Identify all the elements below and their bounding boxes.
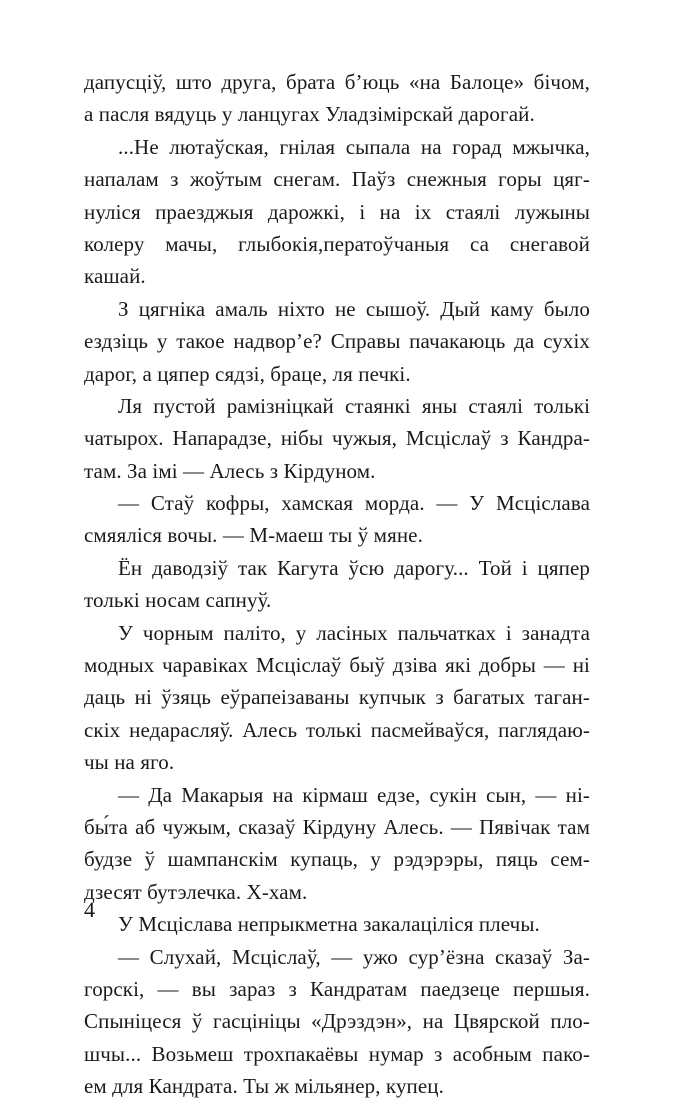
text-line: З цягніка амаль ніхто не сышоў. Дый каму было xyxy=(118,296,590,321)
page-body xyxy=(84,66,590,1103)
text-line: колеру мачы, глыбокія,ператоўчаныя са снегавой xyxy=(84,231,590,256)
text-line: чы на яго. xyxy=(84,750,175,775)
text-line: Спыніцеся ў гасцініцы «Дрэздэн», на Цвярской пло- xyxy=(84,1009,590,1034)
text-line: модных чаравіках Мсціслаў быў дзіва які добры — ні xyxy=(84,653,590,678)
text-line: будзе ў шампанскім купаць, у рэдэрэры, пяць сем- xyxy=(84,847,590,872)
text-line: Ён даводзіў так Кагута ўсю дарогу... Той і цяпер xyxy=(118,555,590,580)
text-line: даць ні ўзяць еўрапеізаваны купчык з багатых таган- xyxy=(84,685,590,710)
text-line: горскі, — вы зараз з Кандратам паедзеце першыя. xyxy=(84,976,590,1001)
text-line: У чорным паліто, у ласіных пальчатках і занадта xyxy=(118,620,590,645)
text-line: дарог, а цяпер сядзі, браце, ля печкі. xyxy=(84,361,411,386)
text-line: а пасля вядуць у ланцугах Уладзімірскай дарогай. xyxy=(84,102,535,127)
text-line: дзесят бутэлечка. Х-хам. xyxy=(84,879,308,904)
text-line: Ля пустой рамізніцкай стаянкі яны стаялі толькі xyxy=(118,393,590,418)
text-line: ездзіць у такое надвор’е? Справы пачакаюць да сухіх xyxy=(84,329,590,354)
text-line: дапусціў, што друга, брата б’юць «на Балоце» бічом, xyxy=(84,70,590,94)
page-number: 4 xyxy=(84,897,95,922)
text-line: чатырох. Напарадзе, нібы чужыя, Мсціслаў з Кандра- xyxy=(84,426,590,451)
text-line: ем для Кандрата. Ты ж мільянер, купец. xyxy=(84,1074,444,1099)
text-line: там. За імі — Алесь з Кірдуном. xyxy=(84,458,376,483)
text-line: — Стаў кофры, хамская морда. — У Мсціслава xyxy=(118,491,590,516)
text-line: шчы... Возьмеш трохпакаёвы нумар з асобным пако- xyxy=(84,1041,590,1066)
text-line: — Да Макарыя на кірмаш едзе, сукін сын, — ні- xyxy=(118,782,590,807)
text-line: смяяліся вочы. — М-маеш ты ў мяне. xyxy=(84,523,423,548)
text-line: нуліся праезджыя дарожкі, і на іх стаялі лужыны xyxy=(84,199,590,224)
text-line: кашай. xyxy=(84,264,146,289)
text-line: У Мсціслава непрыкметна закалаціліся плечы. xyxy=(118,912,540,937)
text-line: ...Не лютаўская, гнілая сыпала на горад мжычка, xyxy=(118,134,590,159)
text-line: напалам з жоўтым снегам. Паўз снежныя горы цяг- xyxy=(84,167,590,192)
text-line: бы́та аб чужым, сказаў Кірдуну Алесь. — Пявічак там xyxy=(84,814,590,839)
text-line: толькі носам сапнуў. xyxy=(84,588,272,613)
text-line: — Слухай, Мсціслаў, — ужо сур’ёзна сказаў За- xyxy=(118,944,590,969)
text-line: скіх недарасляў. Алесь толькі пасмейваўся, паглядаю- xyxy=(84,717,590,742)
